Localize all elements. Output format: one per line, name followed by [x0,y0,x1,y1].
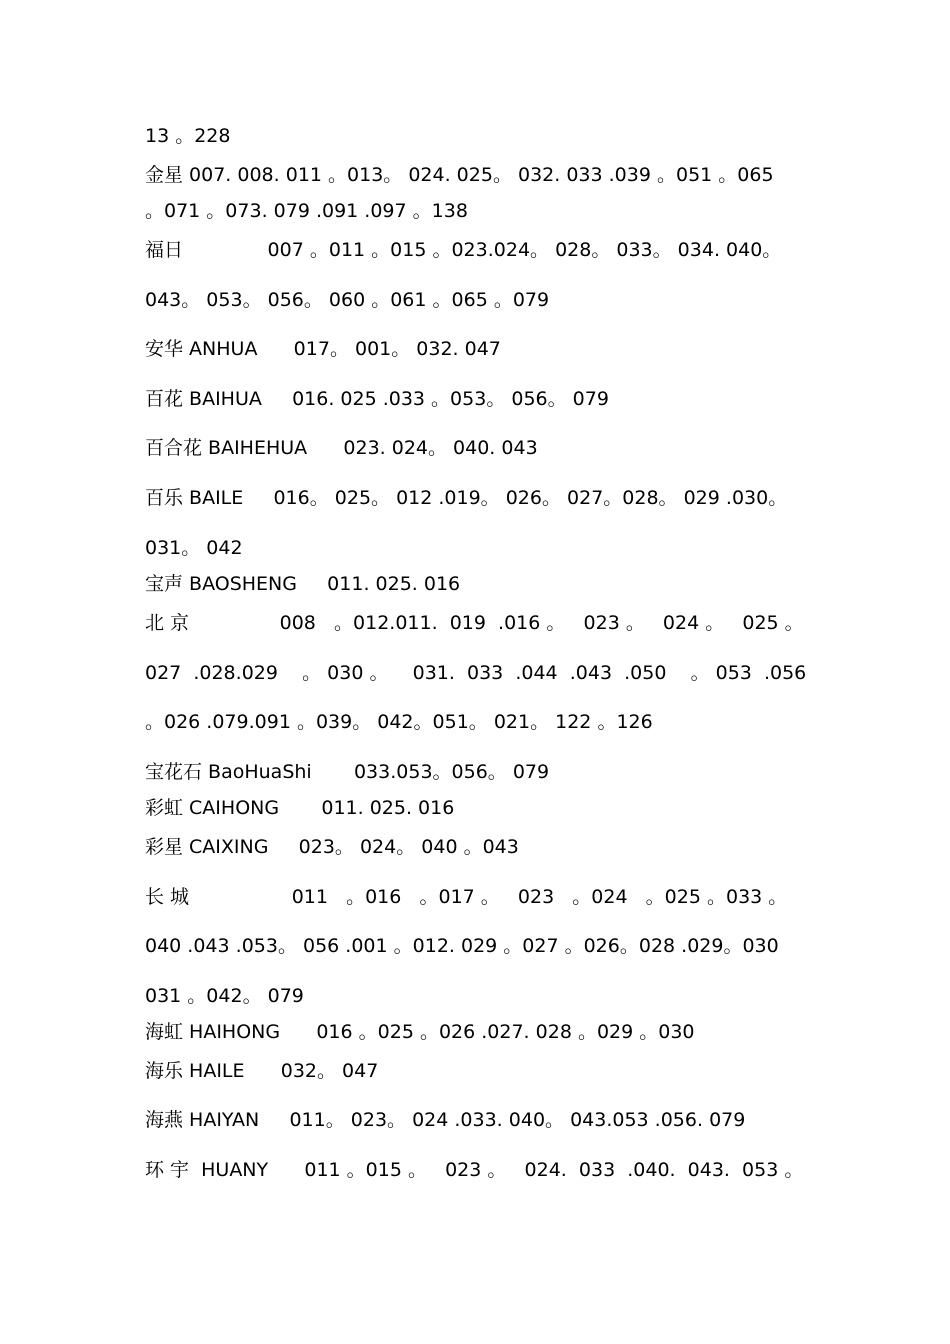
text-line: 彩星 CAIXING 023。 024。 040 。043 [145,836,519,858]
text-line: 海燕 HAIYAN 011。 023。 024 .033. 040。 043.053 .056. 079 [145,1109,746,1131]
text-line: 。071 。073. 079 .091 .097 。138 [145,200,468,222]
text-line: 040 .043 .053。 056 .001 。012. 029 。027 。026。028 .029。030 [145,935,779,957]
text-line: 043。 053。 056。 060 。061 。065 。079 [145,289,550,311]
text-line: 彩虹 CAIHONG 011. 025. 016 [145,797,455,819]
text-line: 福日 007 。011 。015 。023.024。 028。 033。 034. 040。 [145,239,782,261]
text-line: 百花 BAIHUA 016. 025 .033 。053。 056。 079 [145,388,609,410]
text-line: 宝声 BAOSHENG 011. 025. 016 [145,573,461,595]
text-line: 。026 .079.091 。039。 042。051。 021。 122 。126 [145,711,653,733]
text-line: 海虹 HAIHONG 016 。025 。026 .027. 028 。029 。030 [145,1021,695,1043]
text-line: 027 .028.029 。 030 。 031. 033 .044 .043 .050 。 053 .056 [145,662,807,684]
text-line: 百乐 BAILE 016。 025。 012 .019。 026。 027。028。 029 .030。 [145,487,788,509]
text-line: 031。 042 [145,537,243,559]
text-line: 宝花石 BaoHuaShi 033.053。056。 079 [145,761,550,783]
text-line: 安华 ANHUA 017。 001。 032. 047 [145,338,501,360]
text-line: 长 城 011 。016 。017 。 023 。024 。025 。033 。 [145,886,788,908]
text-line: 13 。228 [145,125,231,147]
text-line: 金星 007. 008. 011 。013。 024. 025。 032. 033 .039 。051 。065 [145,164,774,186]
text-line: 海乐 HAILE 032。 047 [145,1060,379,1082]
text-line: 北 京 008 。012.011. 019 .016 。 023 。 024 。 025 。 [145,612,804,634]
text-line: 031 。042。 079 [145,985,304,1007]
text-line: 百合花 BAIHEHUA 023. 024。 040. 043 [145,437,538,459]
text-line: 环 宇 HUANY 011 。015 。 023 。 024. 033 .040. 043. 053 。 [145,1159,804,1181]
